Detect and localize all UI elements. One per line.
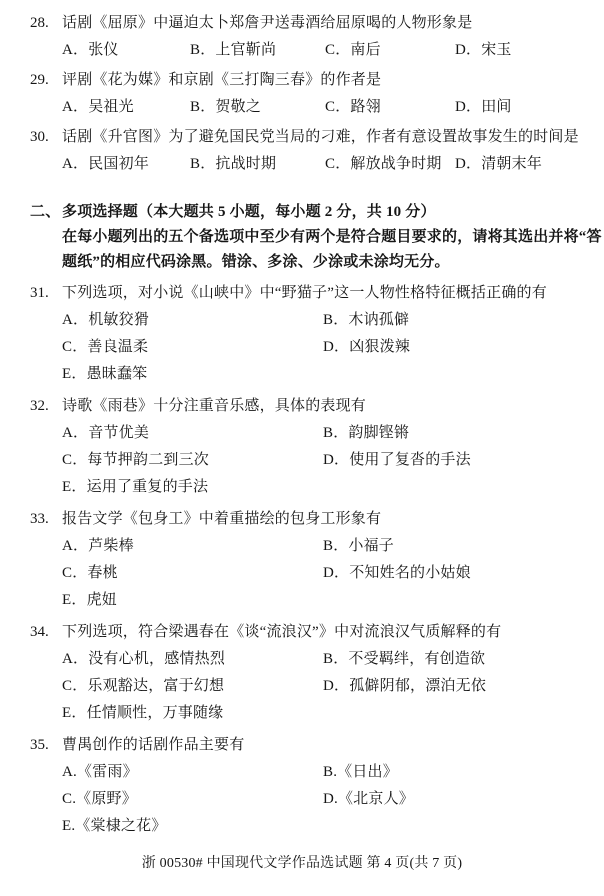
section-2-title: 多项选择题（本大题共 5 小题，每小题 2 分，共 10 分） — [62, 204, 436, 220]
question-text: 曹禺创作的话剧作品主要有 — [62, 737, 245, 753]
options-row — [62, 420, 596, 447]
question-31 — [30, 280, 596, 388]
option-b: B．抗战时期 — [190, 156, 277, 172]
option-e: E．愚昧蠢笨 — [62, 366, 148, 382]
option-b: B．不受羁绊，有创造欲 — [323, 651, 486, 667]
option-a: A．音节优美 — [62, 425, 150, 441]
option-b: B．上官靳尚 — [190, 42, 277, 58]
options-row — [62, 334, 596, 361]
option-e: E．任情顺性，万事随缘 — [62, 705, 224, 721]
question-text: 报告文学《包身工》中着重描绘的包身工形象有 — [62, 511, 382, 527]
options-row — [62, 37, 596, 64]
option-a: A．芦柴棒 — [62, 538, 134, 554]
question-33 — [30, 506, 596, 614]
section-2-number: 二、 — [30, 204, 61, 220]
options-row — [62, 813, 596, 840]
option-a: A.《雷雨》 — [62, 764, 138, 780]
question-35 — [30, 732, 596, 840]
option-d: D．孤僻阴郁，漂泊无依 — [323, 678, 487, 694]
option-a: A．吴祖光 — [62, 99, 134, 115]
option-a: A．民国初年 — [62, 156, 150, 172]
question-28 — [30, 10, 596, 64]
option-c: C．乐观豁达，富于幻想 — [62, 678, 225, 694]
option-d: D.《北京人》 — [323, 791, 414, 807]
question-text: 下列选项，符合梁遇春在《谈“流浪汉”》中对流浪汉气质解释的有 — [62, 624, 502, 640]
option-b: B.《日出》 — [323, 764, 398, 780]
options-row — [62, 533, 596, 560]
page-footer: 浙 00530# 中国现代文学作品选试题 第 4 页(共 7 页) — [141, 856, 463, 871]
question-text: 话剧《升官图》为了避免国民党当局的刁难，作者有意设置故事发生的时间是 — [62, 129, 579, 145]
options-row — [62, 759, 596, 786]
option-b: B．贺敬之 — [190, 99, 262, 115]
question-text: 诗歌《雨巷》十分注重音乐感，具体的表现有 — [62, 398, 367, 414]
options-row — [62, 94, 596, 121]
question-29 — [30, 67, 596, 121]
question-number: 29. — [30, 72, 49, 88]
question-number: 28. — [30, 15, 49, 31]
section-2 — [30, 199, 602, 840]
option-b: B．木讷孤僻 — [323, 312, 410, 328]
options-row — [62, 307, 596, 334]
option-c: C.《原野》 — [62, 791, 137, 807]
option-a: A．张仪 — [62, 42, 119, 58]
section-2-heading — [30, 199, 596, 225]
option-b: B．小福子 — [323, 538, 395, 554]
question-32 — [30, 393, 596, 501]
option-d: D．凶狠泼辣 — [323, 339, 411, 355]
option-e: E.《棠棣之花》 — [62, 818, 167, 834]
option-e: E．运用了重复的手法 — [62, 479, 209, 495]
options-row — [62, 474, 596, 501]
question-text: 下列选项，对小说《山峡中》中“野猫子”这一人物性格特征概括正确的有 — [62, 285, 547, 301]
options-row — [62, 646, 596, 673]
section-2-instruction-line2: 题纸”的相应代码涂黑。错涂、多涂、少涂或未涂均无分。 — [62, 254, 450, 270]
options-row — [62, 700, 596, 727]
question-text: 话剧《屈原》中逼迫太卜郑詹尹送毒酒给屈原喝的人物形象是 — [62, 15, 473, 31]
question-number: 33. — [30, 511, 49, 527]
option-a: A．机敏狡猾 — [62, 312, 150, 328]
option-b: B．韵脚铿锵 — [323, 425, 410, 441]
option-c: C．路翎 — [325, 99, 381, 115]
option-d: D．清朝末年 — [455, 156, 543, 172]
question-text: 评剧《花为媒》和京剧《三打陶三春》的作者是 — [62, 72, 382, 88]
option-c: C．南后 — [325, 42, 381, 58]
section-1 — [30, 10, 596, 178]
option-c: C．善良温柔 — [62, 339, 149, 355]
section-2-instruction-line1: 在每小题列出的五个备选项中至少有两个是符合题目要求的，请将其选出并将“答 — [62, 229, 602, 245]
option-d: D．田间 — [455, 99, 512, 115]
options-row — [62, 786, 596, 813]
option-e: E．虎妞 — [62, 592, 117, 608]
question-number: 30. — [30, 129, 49, 145]
option-c: C．春桃 — [62, 565, 118, 581]
question-number: 31. — [30, 285, 49, 301]
question-number: 32. — [30, 398, 49, 414]
option-c: C．解放战争时期 — [325, 156, 442, 172]
question-number: 34. — [30, 624, 49, 640]
option-c: C．每节押韵二到三次 — [62, 452, 210, 468]
options-row — [62, 151, 596, 178]
option-a: A．没有心机，感情热烈 — [62, 651, 226, 667]
options-row — [62, 447, 596, 474]
option-d: D．使用了复沓的手法 — [323, 452, 471, 468]
options-row — [62, 560, 596, 587]
option-d: D．不知姓名的小姑娘 — [323, 565, 471, 581]
question-34 — [30, 619, 596, 727]
question-30 — [30, 124, 596, 178]
question-number: 35. — [30, 737, 49, 753]
options-row — [62, 587, 596, 614]
option-d: D．宋玉 — [455, 42, 512, 58]
options-row — [62, 673, 596, 700]
options-row — [62, 361, 596, 388]
